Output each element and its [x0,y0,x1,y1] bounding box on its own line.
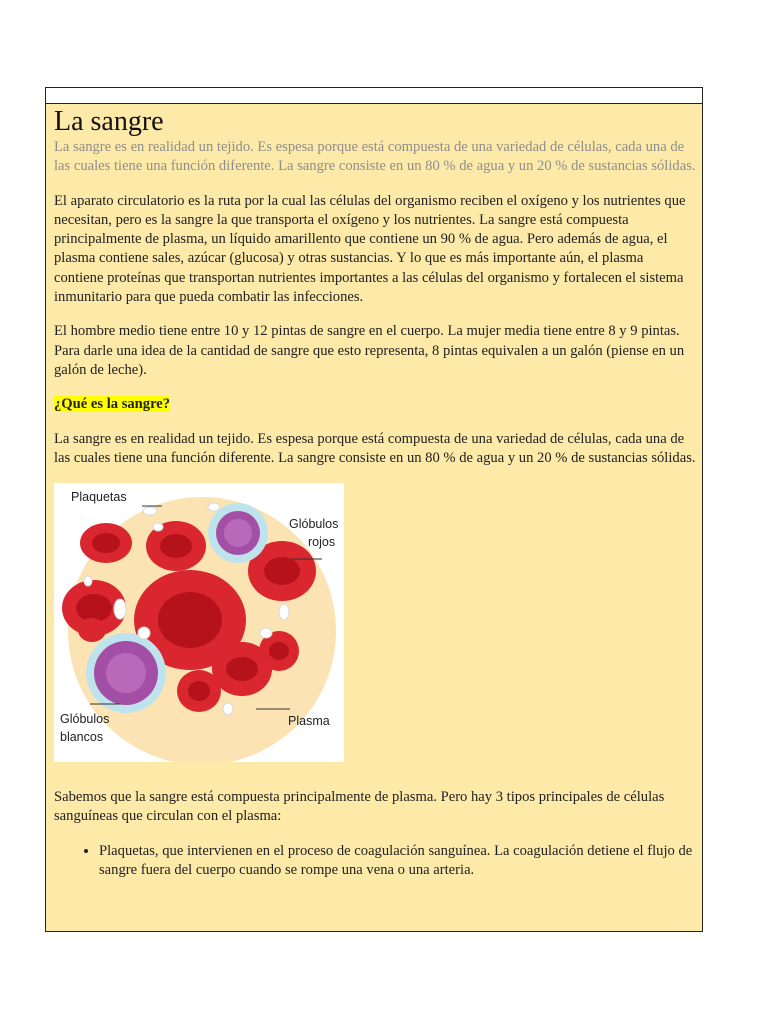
header-strip [46,88,702,104]
blood-cells-diagram [54,483,344,762]
question-heading [54,395,696,414]
paragraph-tissue: La sangre es en realidad un tejido. Es espesa porque está compuesta de una variedad de células, cada una de las cuales tiene una función diferente. La sangre consiste en un 80 % de agua y un 20 % de sustancias sólidas. [54,430,696,466]
intro-paragraph: La sangre es en realidad un tejido. Es espesa porque está compuesta de una variedad de células, cada una de las cuales tiene una función diferente. La sangre consiste en un 80 % de agua y un 20 % de sustancias sólidas. [54,139,696,175]
blood-cells-figure [54,483,344,762]
cell-type-list [54,842,696,881]
paragraph-pints: El hombre medio tiene entre 10 y 12 pintas de sangre en el cuerpo. La mujer media tiene entre 8 y 9 pintas. Para darle una idea de la cantidad de sangre que esto representa, 8 pintas equivalen a un galón (piense en un galón de leche). [54,323,685,378]
paragraph-circulatory: El aparato circulatorio es la ruta por la cual las células del organismo reciben el oxígeno y los nutrientes que necesitan, pero es la sangre la que transporta el oxígeno y los nutrientes. La sangre está compuesta principalmente de plasma, un líquido amarillento que contiene un 90 % de agua. Pero además de agua, el plasma contiene sales, azúcar (glucosa) y otras sustancias. Y lo que es más importante aún, el plasma contiene proteínas que transportan nutrientes importantes a las células del organismo y fortalecen el sistema inmunitario para que pueda combatir las infecciones. [54,192,686,306]
label-plasma: Plasma [288,714,330,729]
page-title: La sangre [54,106,164,137]
label-globulos-rojos-1: Glóbulos [289,517,339,532]
document-content [54,106,696,880]
label-plaquetas: Plaquetas [71,490,127,505]
list-item: • Plaquetas, que intervienen en el proceso de coagulación sanguínea. La coagulación detiene el flujo de sangre fuera del cuerpo cuando se rompe una vena o una arteria. [99,842,696,881]
label-globulos-rojos-2: rojos [308,535,336,550]
label-globulos-blancos-1: Glóbulos [60,712,110,727]
paragraph-cell-types: Sabemos que la sangre está compuesta principalmente de plasma. Pero hay 3 tipos principales de células sanguíneas que circulan con el plasma: [54,789,665,825]
label-globulos-blancos-2: blancos [60,730,104,745]
document-frame [45,87,703,932]
question-heading-text: ¿Qué es la sangre? [54,396,171,413]
